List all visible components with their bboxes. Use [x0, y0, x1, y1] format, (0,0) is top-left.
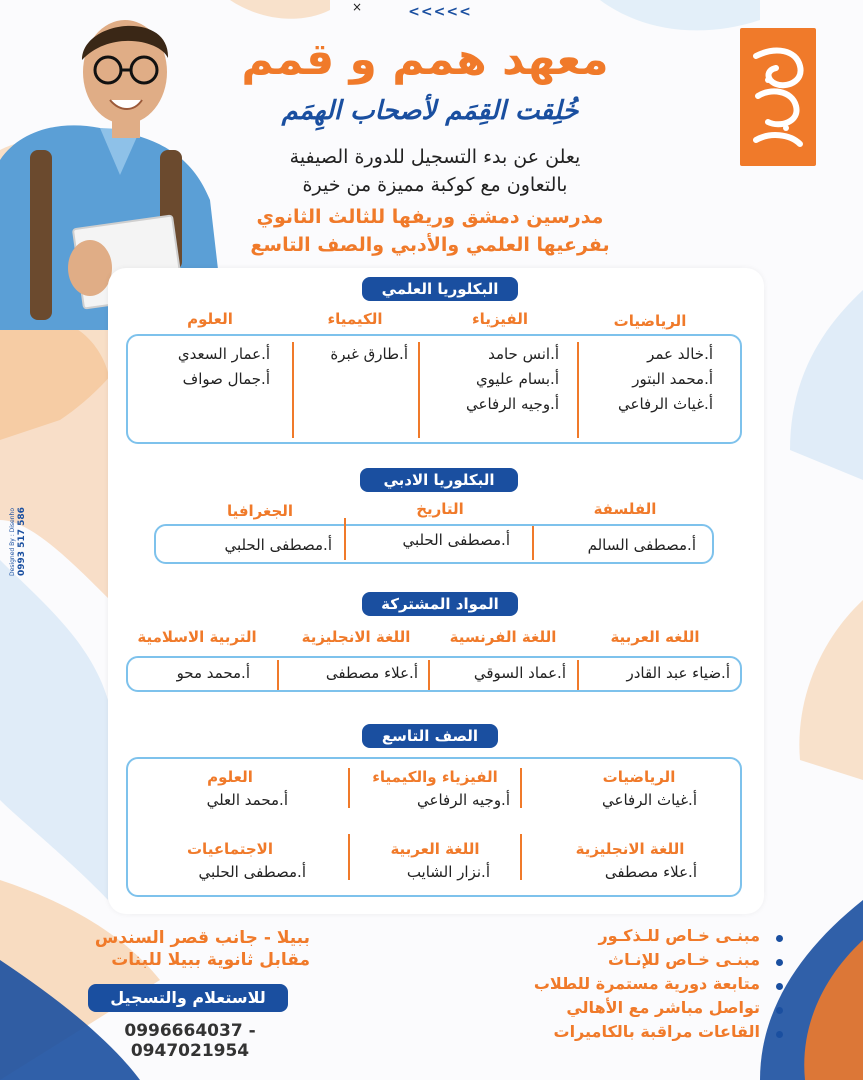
sci-subject-math: الرياضيات	[613, 312, 687, 330]
sci-chemistry-teacher: أ.طارق غبرة	[330, 345, 408, 363]
sci-science-teacher: أ.جمال صواف	[182, 370, 270, 388]
ninth-subject-math: الرياضيات	[602, 768, 676, 786]
ninth-subject-social: الاجتماعيات	[186, 840, 273, 858]
ninth-physics-chemistry-teacher: أ.وجيه الرفاعي	[417, 791, 510, 809]
column-divider	[348, 834, 350, 880]
ninth-subject-science: العلوم	[207, 768, 253, 786]
intro-line-1: يعلن عن بدء التسجيل للدورة الصيفية	[289, 146, 581, 168]
ninth-science-teacher: أ.محمد العلي	[206, 791, 288, 809]
slogan: خُلِقت القِمَم لأصحاب الهِمَم	[281, 96, 579, 126]
bullet-icon	[776, 1031, 783, 1038]
sci-math-teacher: أ.محمد البتور	[632, 370, 713, 388]
lit-subject-philosophy: الفلسفة	[593, 500, 657, 518]
sci-physics-teacher: أ.وجيه الرفاعي	[466, 395, 559, 413]
column-divider	[277, 660, 279, 690]
ninth-subject-physics-chemistry: الفيزياء والكيمياء	[372, 768, 498, 786]
common-section-title: المواد المشتركة	[362, 592, 518, 616]
designer-label: Designed By : Disenho	[9, 507, 16, 576]
sci-physics-teacher: أ.بسام عليوي	[475, 370, 559, 388]
address-line-2: مقابل ثانوية ببيلا للبنات	[111, 950, 310, 970]
bullet-icon	[776, 1007, 783, 1014]
common-english-teacher: أ.علاء مصطفى	[325, 664, 418, 682]
ninth-subject-english: اللغة الانجليزية	[575, 840, 685, 858]
column-divider	[344, 518, 346, 560]
sci-subject-chemistry: الكيمياء	[327, 310, 383, 328]
logo-calligraphy-icon	[746, 36, 810, 158]
common-subject-islamic: التربية الاسلامية	[137, 628, 257, 646]
bullet-icon	[776, 983, 783, 990]
literary-section-title: البكلوريا الادبي	[360, 468, 518, 492]
intro-line-4: بفرعيها العلمي والأدبي والصف التاسع	[250, 234, 610, 256]
designer-phone: 0993 517 586	[17, 507, 27, 576]
ninth-social-teacher: أ.مصطفى الحلبي	[198, 863, 306, 881]
designer-credit	[6, 458, 28, 578]
scientific-section-title: البكلوريا العلمي	[362, 277, 518, 301]
ninth-section-title: الصف التاسع	[362, 724, 498, 748]
column-divider	[520, 768, 522, 808]
lit-subject-geography: الجغرافيا	[226, 502, 294, 520]
ninth-subject-arabic: اللغة العربية	[390, 840, 480, 858]
ninth-english-teacher: أ.علاء مصطفى	[604, 863, 697, 881]
bullet-icon	[776, 935, 783, 942]
feature-item: مبنـى خـاص للإنـاث	[607, 950, 760, 969]
ninth-math-teacher: أ.غياث الرفاعي	[602, 791, 697, 809]
column-divider	[428, 660, 430, 690]
common-subject-french: اللغة الفرنسية	[449, 628, 557, 646]
feature-item: متابعة دورية مستمرة للطلاب	[533, 974, 760, 993]
lit-subject-history: التاريخ	[416, 500, 464, 518]
column-divider	[532, 526, 534, 560]
ninth-arabic-teacher: أ.نزار الشايب	[406, 863, 490, 881]
sci-math-teacher: أ.غياث الرفاعي	[618, 395, 713, 413]
sci-subject-science: العلوم	[187, 310, 233, 328]
sci-subject-physics: الفيزياء	[472, 310, 528, 328]
feature-item: القاعات مراقبة بالكاميرات	[553, 1022, 760, 1041]
column-divider	[577, 660, 579, 690]
column-divider	[348, 768, 350, 808]
intro-line-2: بالتعاون مع كوكبة مميزة من خيرة	[302, 174, 568, 196]
column-divider	[577, 342, 579, 438]
column-divider	[520, 834, 522, 880]
feature-item: مبنـى خـاص للـذكـور	[598, 926, 760, 945]
intro-line-3: مدرسين دمشق وريفها للثالث الثانوي	[256, 206, 604, 228]
column-divider	[418, 342, 420, 438]
lit-geography-teacher: أ.مصطفى الحلبي	[224, 536, 332, 554]
sci-math-teacher: أ.خالد عمر	[647, 345, 713, 363]
sci-physics-teacher: أ.انس حامد	[488, 345, 559, 363]
lit-philosophy-teacher: أ.مصطفى السالم	[587, 536, 696, 554]
lit-history-teacher: أ.مصطفى الحلبي	[402, 531, 510, 549]
feature-item: تواصل مباشر مع الأهالي	[566, 998, 760, 1017]
phone-numbers[interactable]: 0996664037 - 0947021954	[124, 1021, 256, 1061]
institute-logo	[740, 28, 816, 166]
address-line-1: ببيلا - جانب قصر السندس	[94, 928, 310, 948]
column-divider	[292, 342, 294, 438]
decorative-arrows: <<<<<	[408, 4, 472, 20]
bullet-icon	[776, 959, 783, 966]
common-subject-arabic: اللغه العربية	[610, 628, 700, 646]
inquiry-label: للاستعلام والتسجيل	[88, 984, 288, 1012]
common-subject-english: اللغة الانجليزية	[301, 628, 411, 646]
common-french-teacher: أ.عماد السوقي	[473, 664, 566, 682]
common-islamic-teacher: أ.محمد محو	[176, 664, 250, 682]
sci-science-teacher: أ.عمار السعدي	[177, 345, 270, 363]
institute-title: معهد همم و قمم	[241, 34, 609, 85]
decorative-star: ×	[352, 0, 363, 14]
common-arabic-teacher: أ.ضياء عبد القادر	[626, 664, 730, 682]
